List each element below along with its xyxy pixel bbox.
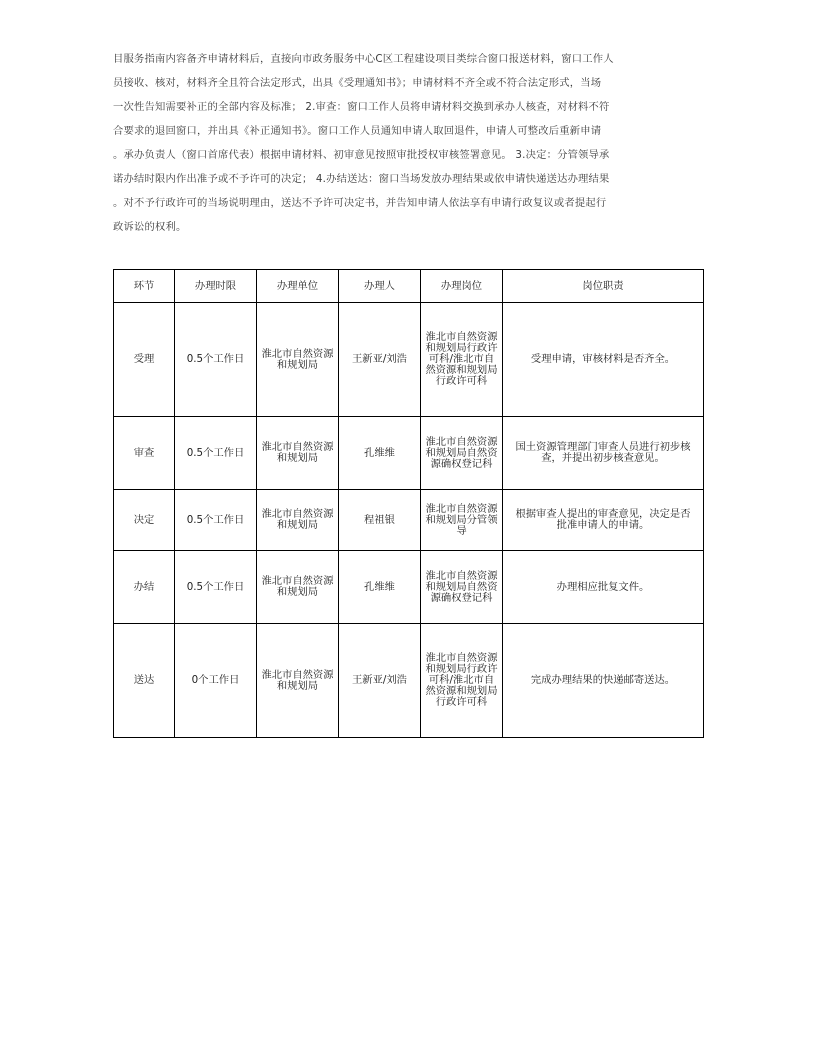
cell-stage: 审查	[114, 417, 175, 490]
paragraph-line: 。对不予行政许可的当场说明理由，送达不予许可决定书，并告知申请人依法享有申请行政复议或者提起行	[113, 197, 607, 209]
header-post: 办理岗位	[421, 270, 503, 303]
cell-time: 0个工作日	[175, 624, 257, 738]
header-stage: 环节	[114, 270, 175, 303]
cell-duty: 受理申请，审核材料是否齐全。	[503, 303, 704, 417]
cell-post: 淮北市自然资源和规划局行政许可科/淮北市自然资源和规划局行政许可科	[421, 303, 503, 417]
table-row	[114, 551, 704, 624]
paragraph-line: 合要求的退回窗口，并出具《补正通知书》。窗口工作人员通知申请人取回退件，申请人可整改后重新申请	[113, 125, 602, 137]
table-row	[114, 490, 704, 551]
header-time: 办理时限	[175, 270, 257, 303]
cell-duty: 完成办理结果的快递邮寄送达。	[503, 624, 704, 738]
cell-time: 0.5个工作日	[175, 417, 257, 490]
cell-duty: 国土资源管理部门审查人员进行初步核查，并提出初步核查意见。	[503, 417, 704, 490]
table-row	[114, 303, 704, 417]
paragraph-line: 。承办负责人（窗口首席代表）根据申请材料、初审意见按照审批授权审核签署意见。 3.决定：分管领导承	[113, 149, 610, 161]
cell-stage: 受理	[114, 303, 175, 417]
header-person: 办理人	[339, 270, 421, 303]
cell-person: 孔维维	[339, 551, 421, 624]
cell-post: 淮北市自然资源和规划局自然资源确权登记科	[421, 551, 503, 624]
cell-post: 淮北市自然资源和规划局分管领导	[421, 490, 503, 551]
table-row	[114, 624, 704, 738]
cell-post: 淮北市自然资源和规划局行政许可科/淮北市自然资源和规划局行政许可科	[421, 624, 503, 738]
paragraph-line: 员接收、核对，材料齐全且符合法定形式，出具《受理通知书》；申请材料不齐全或不符合法定形式，当场	[113, 77, 602, 89]
paragraph-line: 诺办结时限内作出准予或不予许可的决定； 4.办结送达：窗口当场发放办理结果或依申请快递送达办理结果	[113, 173, 610, 185]
cell-time: 0.5个工作日	[175, 551, 257, 624]
cell-unit: 淮北市自然资源和规划局	[257, 417, 339, 490]
header-unit: 办理单位	[257, 270, 339, 303]
cell-person: 王新亚/刘浩	[339, 624, 421, 738]
table-header-row	[114, 270, 704, 303]
paragraph-line: 一次性告知需要补正的全部内容及标准； 2.审查：窗口工作人员将申请材料交换到承办人核查，对材料不符	[113, 101, 610, 113]
process-table	[113, 269, 704, 738]
paragraph-line: 目服务指南内容备齐申请材料后，直接向市政务服务中心C区工程建设项目类综合窗口报送材料，窗口工作人	[113, 53, 614, 65]
cell-stage: 办结	[114, 551, 175, 624]
cell-stage: 决定	[114, 490, 175, 551]
cell-stage: 送达	[114, 624, 175, 738]
cell-unit: 淮北市自然资源和规划局	[257, 490, 339, 551]
cell-person: 王新亚/刘浩	[339, 303, 421, 417]
cell-person: 程祖银	[339, 490, 421, 551]
cell-unit: 淮北市自然资源和规划局	[257, 303, 339, 417]
paragraph-line: 政诉讼的权利。	[113, 221, 187, 233]
header-duty: 岗位职责	[503, 270, 704, 303]
cell-time: 0.5个工作日	[175, 490, 257, 551]
cell-unit: 淮北市自然资源和规划局	[257, 551, 339, 624]
cell-time: 0.5个工作日	[175, 303, 257, 417]
table-row	[114, 417, 704, 490]
cell-person: 孔维维	[339, 417, 421, 490]
cell-duty: 办理相应批复文件。	[503, 551, 704, 624]
cell-unit: 淮北市自然资源和规划局	[257, 624, 339, 738]
cell-duty: 根据审查人提出的审查意见，决定是否批准申请人的申请。	[503, 490, 704, 551]
cell-post: 淮北市自然资源和规划局自然资源确权登记科	[421, 417, 503, 490]
